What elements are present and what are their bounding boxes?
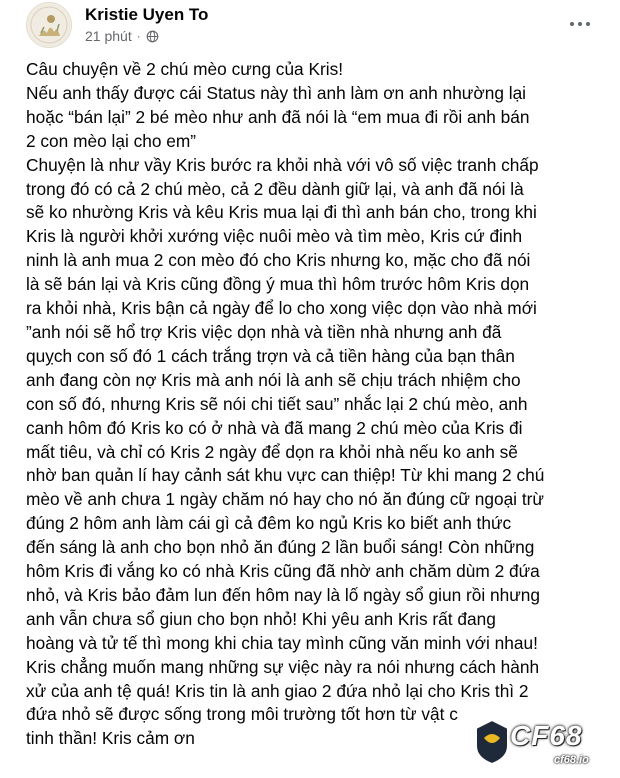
post-line: anh vẫn chưa sổ giun cho bọn nhỏ! Khi yêu anh Kris rất đang — [26, 608, 496, 629]
globe-icon[interactable] — [146, 30, 159, 43]
post-line: Chuyện là như vầy Kris bước ra khỏi nhà với vô số việc tranh chấp — [26, 154, 539, 175]
post-line: đúng 2 hôm anh làm cái gì cả đêm ko ngủ Kris ko biết anh thức — [26, 513, 512, 534]
more-horizontal-icon — [570, 22, 574, 26]
post-line: hôm Kris đi vắng ko có nhà Kris cũng đã nhờ anh chăm dùm 2 đứa — [26, 561, 540, 582]
post-line: hoặc “bán lại” 2 bé mèo như anh đã nói là “em mua đi rồi anh bán — [26, 106, 530, 127]
post-line: canh hôm đó Kris ko có ở nhà và đã mang 2 chú mèo của Kris đi — [26, 417, 523, 438]
avatar-image — [27, 3, 71, 47]
post-body — [26, 58, 606, 751]
author-name[interactable]: Kristie Uyen To — [85, 5, 209, 24]
post-line: là sẽ bán lại và Kris cũng đồng ý mua thì hôm trước hôm Kris dọn — [26, 274, 530, 295]
more-options-button[interactable] — [564, 10, 596, 38]
post-line: mất tiêu, và chỉ có Kris 2 ngày để dọn ra khỏi nhà nếu ko anh sẽ — [26, 441, 518, 462]
post-line: nhỏ, và Kris bảo đảm lun đến hôm nay là lố ngày sổ giun rồi nhưng — [26, 584, 541, 605]
post-line: đến sáng là anh cho bọn nhỏ ăn đúng 2 lần buổi sáng! Còn những — [26, 537, 535, 558]
post-line: tinh thần! Kris cảm ơn — [26, 728, 195, 749]
post-line: Kris là người khởi xướng việc nuôi mèo và tìm mèo, Kris cứ đinh — [26, 226, 523, 247]
watermark-logo: CF68 — [510, 720, 583, 751]
post-line: mèo về anh chưa 1 ngày chăm nó hay cho nó ăn đúng cữ ngoại trừ — [26, 489, 544, 510]
post-line: xử của anh tệ quá! Kris tin là anh giao 2 đứa nhỏ lại cho Kris thì 2 — [26, 680, 529, 701]
post-line: 2 con mèo lại cho em” — [26, 130, 197, 151]
post-line: sẽ ko nhường Kris và kêu Kris mua lại đi thì anh bán cho, trong khi — [26, 202, 537, 223]
post-header — [0, 0, 620, 58]
post-line: trong đó có cả 2 chú mèo, cả 2 đều dành giữ lại, và anh đã nói là — [26, 178, 524, 199]
post-line: nhờ ban quản lí hay cảnh sát khu vực can thiệp! Từ khi mang 2 chú — [26, 465, 545, 486]
post-line: Kris chẳng muốn mang những sự việc này ra nói nhưng cách hành — [26, 656, 540, 677]
author-avatar[interactable] — [26, 2, 72, 48]
post-line: Nếu anh thấy được cái Status này thì anh làm ơn anh nhường lại — [26, 82, 527, 103]
post-meta — [85, 28, 159, 44]
post-line: anh đang còn nợ Kris mà anh nói là anh sẽ chịu trách nhiệm cho — [26, 369, 521, 390]
post-time[interactable]: 21 phút — [85, 28, 132, 44]
watermark-emblem-icon — [472, 718, 512, 766]
meta-separator: · — [136, 29, 141, 43]
site-watermark — [470, 714, 618, 774]
post-line: con số đó, nhưng Kris sẽ nói chi tiết sau” nhắc lại 2 chú mèo, anh — [26, 393, 528, 414]
post-line: ”anh nói sẽ hổ trợ Kris việc dọn nhà và tiền nhà nhưng anh đã — [26, 321, 502, 342]
post-line: đứa nhỏ sẽ được sống trong môi trường tốt hơn từ vật c — [26, 704, 458, 725]
post-line: Câu chuyện về 2 chú mèo cưng của Kris! — [26, 59, 344, 79]
post-line: quỵch con số đó 1 cách trắng trợn và cả tiền hàng của bạn thân — [26, 345, 515, 366]
post-line: ninh là anh mua 2 con mèo đó cho Kris nhưng ko, mặc cho đã nói — [26, 250, 531, 271]
post-line: hoàng và tử tế thì mong khi chia tay mình cũng văn minh với nhau! — [26, 632, 538, 653]
watermark-url: cf68.io — [554, 754, 589, 766]
post-line: ra khỏi nhà, Kris bận cả ngày để lo cho xong việc dọn vào nhà mới — [26, 298, 537, 319]
